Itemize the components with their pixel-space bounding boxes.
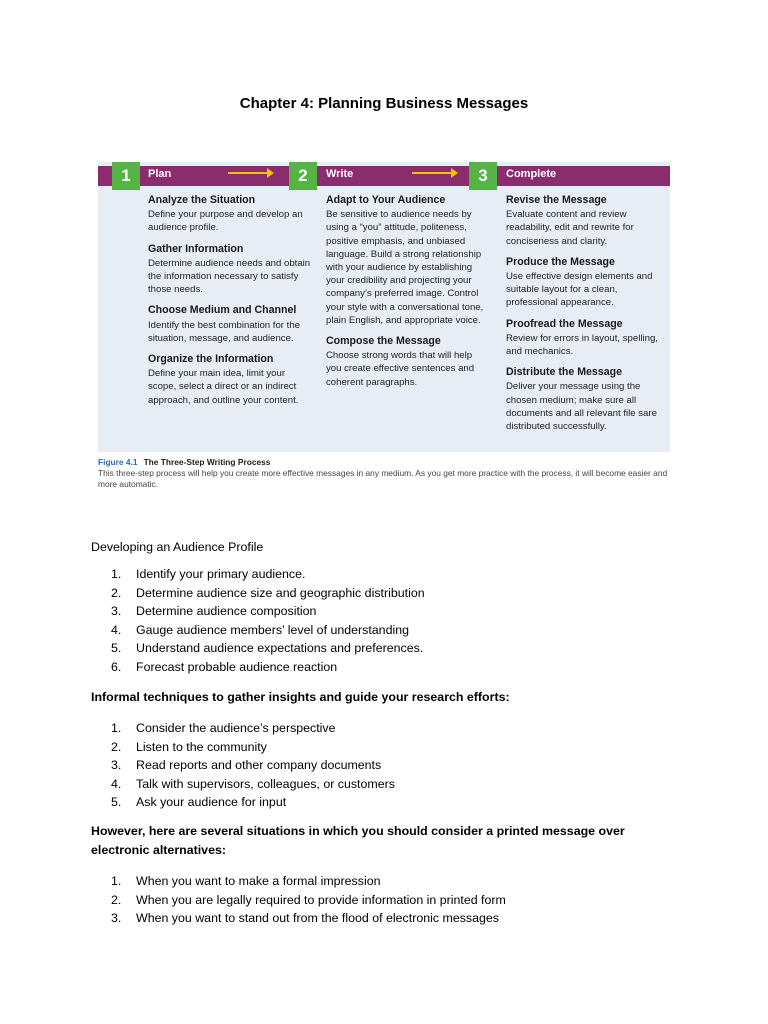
step-description: Choose strong words that will help you create effective sentences and coherent paragraphs. <box>326 350 475 388</box>
list-item: 1. Identify your primary audience. <box>111 567 306 581</box>
step-description: Evaluate content and review readability, edit and rewrite for conciseness and clarity. <box>506 209 634 247</box>
step-description: Determine audience needs and obtain the information necessary to satisfy those needs. <box>148 257 311 296</box>
figure-title: The Three-Step Writing Process <box>143 457 271 467</box>
printed-message-section <box>91 822 681 928</box>
write-column <box>326 194 486 397</box>
step-heading: Revise the Message <box>506 194 607 206</box>
step-heading: Analyze the Situation <box>148 194 256 206</box>
list-item: 3. Determine audience composition <box>111 604 317 619</box>
step-heading: Compose the Message <box>326 335 441 348</box>
step-description: Be sensitive to audience needs by using a “you” attitude, politeness, positive emphasis, and unbiased language. Build a strong relationship with your audience by establishing your credibility and projecting your company’s preferred image. Control your style with a conversational tone, plain English, and appropriate voice. <box>326 209 484 326</box>
complete-column <box>506 194 661 441</box>
plan-column <box>148 194 313 415</box>
step-description: Define your main idea, limit your scope, select a direct or an indirect approach, and outline your content. <box>148 368 299 406</box>
step-description: Use effective design elements and suitable layout for a clean, professional appearance. <box>506 271 653 309</box>
informal-techniques-section <box>91 688 691 812</box>
section-heading: However, here are several situations in which you should consider a printed message over electronic alternatives: <box>91 824 625 857</box>
list-item: 1. Consider the audience’s perspective <box>111 721 336 735</box>
list-item: 2. Determine audience size and geographic distribution <box>111 585 425 600</box>
numbered-list <box>91 872 681 928</box>
list-item: 5. Understand audience expectations and preferences. <box>111 641 424 656</box>
list-item: 3. Read reports and other company documents <box>111 758 382 773</box>
numbered-list <box>91 565 691 677</box>
list-item: 5. Ask your audience for input <box>111 795 287 810</box>
list-item: 3. When you want to stand out from the flood of electronic messages <box>111 911 499 926</box>
three-step-process-figure <box>98 162 670 452</box>
step-heading: Choose Medium and Channel <box>148 304 297 317</box>
step-header-band <box>98 166 670 186</box>
figure-caption <box>98 457 673 490</box>
list-item: 4. Talk with supervisors, colleagues, or customers <box>111 776 395 791</box>
step-heading: Gather Information <box>148 242 244 255</box>
section-heading: Informal techniques to gather insights and guide your research efforts: <box>91 690 510 704</box>
page-title: Chapter 4: Planning Business Messages <box>239 95 529 112</box>
step-heading: Organize the Information <box>148 353 274 366</box>
step-1-badge: 1 <box>112 162 140 190</box>
step-heading: Adapt to Your Audience <box>326 194 446 206</box>
figure-description: This three-step process will help you create more effective messages in any medium. As you get more practice with the process, it will become easier and more automatic. <box>98 468 668 489</box>
step-heading: Proofread the Message <box>506 317 623 330</box>
arrow-right-icon <box>412 172 456 174</box>
step-1-label: Plan <box>148 168 172 180</box>
numbered-list <box>91 719 691 812</box>
list-item: 1. When you want to make a formal impression <box>111 874 381 888</box>
arrow-right-icon <box>228 172 272 174</box>
audience-profile-section <box>91 538 691 677</box>
step-description: Identify the best combination for the situation, message, and audience. <box>148 319 300 344</box>
list-item: 2. Listen to the community <box>111 739 267 754</box>
step-2-label: Write <box>326 168 354 180</box>
step-2-badge: 2 <box>289 162 317 190</box>
step-description: Review for errors in layout, spelling, and mechanics. <box>506 332 658 358</box>
step-description: Deliver your message using the chosen medium; make sure all documents and all relevant file sare distributed successfully. <box>506 381 657 433</box>
section-heading: Developing an Audience Profile <box>91 540 264 554</box>
figure-label: Figure 4.1 <box>98 457 138 467</box>
step-3-badge: 3 <box>469 162 497 190</box>
step-heading: Distribute the Message <box>506 366 622 379</box>
step-description: Define your purpose and develop an audience profile. <box>148 209 303 234</box>
list-item: 6. Forecast probable audience reaction <box>111 659 338 674</box>
step-heading: Produce the Message <box>506 255 615 268</box>
list-item: 4. Gauge audience members’ level of understanding <box>111 622 409 637</box>
step-3-label: Complete <box>506 168 557 180</box>
list-item: 2. When you are legally required to provide information in printed form <box>111 892 506 907</box>
